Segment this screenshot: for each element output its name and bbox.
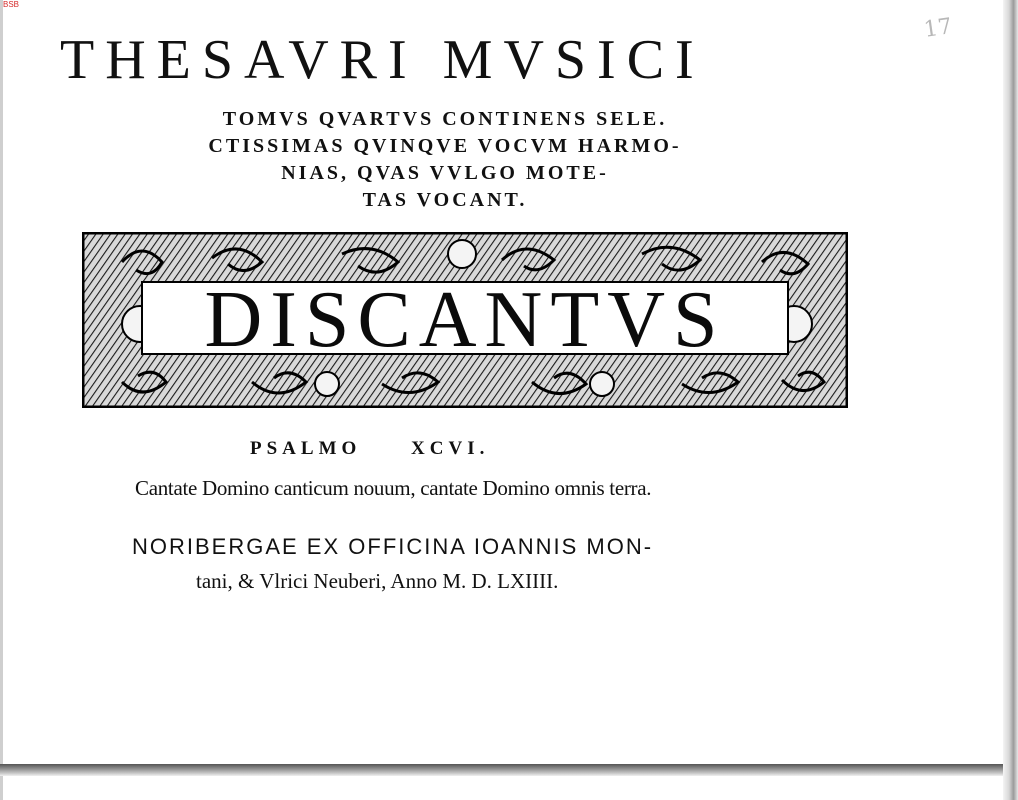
woodcut-banner: [82, 232, 848, 408]
subtitle-line: NIAS, QVAS VVLGO MOTE-: [281, 162, 609, 184]
subtitle-line: CTISSIMAS QVINQVE VOCVM HARMO-: [208, 135, 682, 157]
voice-part-label: DISCANTVS: [204, 276, 726, 364]
page-right-edge: [1003, 0, 1018, 800]
imprint-line: NORIBERGAE EX OFFICINA IOANNIS MON-: [132, 534, 654, 559]
book-title: THESAVRI MVSICI: [60, 29, 705, 91]
subtitle-line: TAS VOCANT.: [362, 189, 528, 211]
subtitle-block: [100, 106, 790, 214]
pencil-annotation: 17: [922, 14, 954, 43]
library-stamp: BSB: [3, 0, 20, 9]
subtitle-line: TOMVS QVARTVS CONTINENS SELE.: [222, 108, 668, 130]
imprint-line: tani, & Vlrici Neuberi, Anno M. D. LXIIII.: [196, 569, 559, 593]
psalm-label: PSALMO: [250, 438, 362, 459]
psalm-heading: [250, 438, 670, 460]
page-left-edge: [0, 0, 3, 800]
psalm-verse: Cantate Domino canticum nouum, cantate Domino omnis terra.: [135, 476, 652, 500]
psalm-number: XCVI.: [411, 438, 490, 459]
page-bottom-edge: [0, 764, 1003, 776]
